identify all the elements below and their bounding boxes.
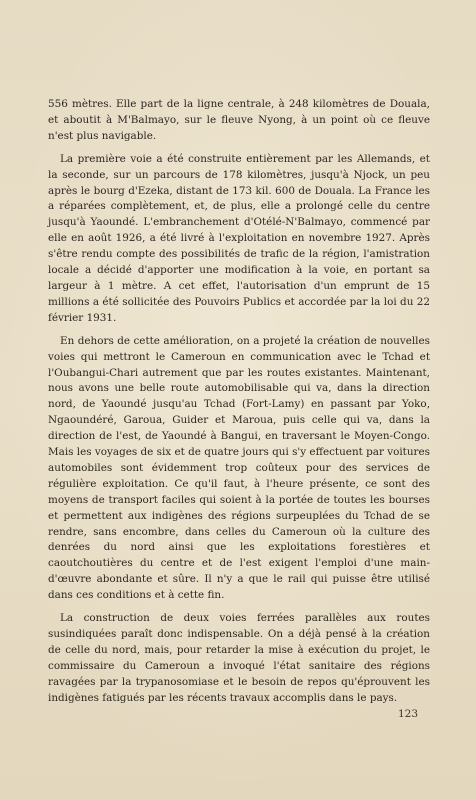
body-text [48, 97, 430, 714]
page-number: 123 [397, 708, 418, 720]
paragraph-2: La première voie a été construite entièrement par les Allemands, et la seconde, sur un parcours de 178 kilomètres, jusqu'à Njock, un peu après le bourg d'Ezeka, distant de 173 kil. 600 de Douala. La France les a réparées complètement, et, de plus, elle a prolongé celle du centre jusqu'à Yaoundé. L'embranchement d'Otélé-N'Balmayo, commencé par elle en août 1926, a été livré à l'exploitation en novembre 1927. Après s'être rendu compte des possibilités de trafic de la région, l'amistration locale a décidé d'apporter une modification à la voie, en portant sa largeur à 1 mètre. A cet effet, l'autorisation d'un emprunt de 15 millions a été sollicitée des Pouvoirs Publics et accordée par la loi du 22 février 1931. [48, 152, 430, 324]
paragraph-3: En dehors de cette amélioration, on a projeté la création de nouvelles voies qui mettront le Cameroun en communication avec le Tchad et l'Oubangui-Chari autrement que par les routes existantes. Maintenant, nous avons une belle route automobilisable qui va, dans la direction nord, de Yaoundé jusqu'au Tchad (Fort-Lamy) en passant par Yoko, Ngaoundéré, Garoua, Guider et Maroua, puis celle qui va, dans la direction de l'est, de Yaoundé à Bangui, en traversant le Moyen-Congo. Mais les voyages de six et de quatre jours qui s'y effectuent par voitures automobiles sont évidemment trop coûteux pour des services de régulière exploitation. Ce qu'il faut, à l'heure présente, ce sont des moyens de transport faciles qui soient à la portée de toutes les bourses et permettent aux indigènes des régions surpeuplées du Tchad de se rendre, sans encombre, dans celles du Cameroun où la culture des denrées du nord ainsi que les exploitations forestières et caoutchoutières du centre et de l'est exigent l'emploi d'une main-d'œuvre abondante et sûre. Il n'y a que le rail qui puisse être utilisé dans ces conditions et à cette fin. [48, 334, 430, 602]
paragraph-1: 556 mètres. Elle part de la ligne centrale, à 248 kilomètres de Douala, et aboutit à M'Balmayo, sur le fleuve Nyong, à un point où ce fleuve n'est plus navigable. [48, 98, 430, 142]
paragraph-4: La construction de deux voies ferrées parallèles aux routes susindiquées paraît donc indispensable. On a déjà pensé à la création de celle du nord, mais, pour retarder la mise à exécution du projet, le commissaire du Cameroun a invoqué l'état sanitaire des régions ravagées par la trypanosomiase et le besoin de repos qu'éprouvent les indigènes fatigués par les récents travaux accomplis dans le pays. [48, 612, 430, 704]
